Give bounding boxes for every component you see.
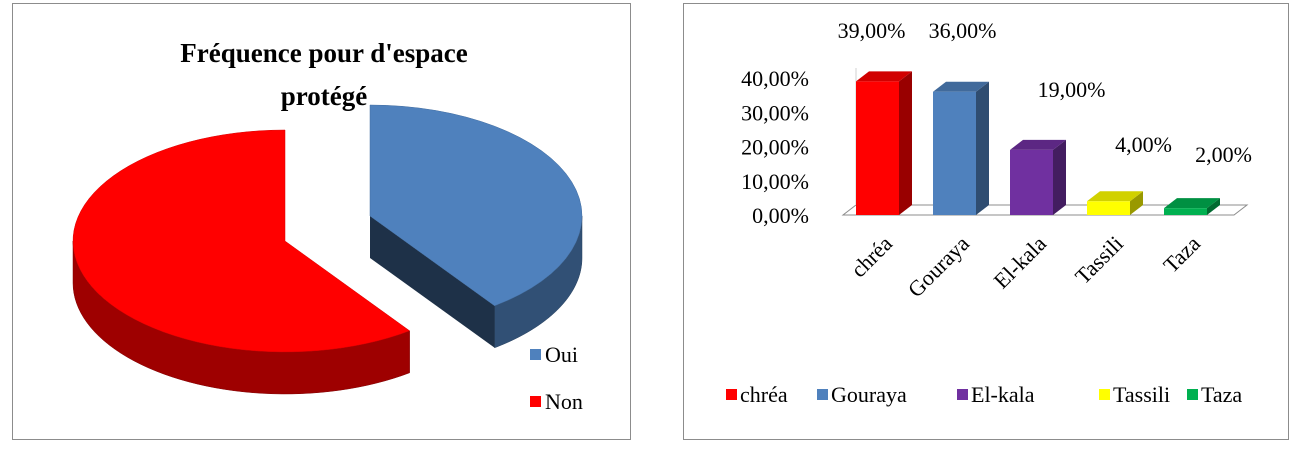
x-tick-label-gouraya: Gouraya	[902, 230, 975, 303]
x-tick-label-chr-a: chréa	[845, 230, 898, 283]
legend-label-gouraya: Gouraya	[831, 382, 907, 407]
bar-gouraya	[933, 82, 989, 215]
y-axis-ticks	[741, 66, 809, 228]
bar-tassili	[1087, 191, 1143, 215]
bar-chr-a	[856, 71, 912, 215]
legend-label-taza: Taza	[1201, 382, 1243, 407]
pie-legend	[530, 342, 583, 414]
x-tick-label-tassili: Tassili	[1069, 230, 1129, 289]
bar-legend	[726, 382, 1242, 407]
bar-chr-a-front	[856, 81, 899, 215]
bar-taza-front	[1164, 208, 1207, 215]
legend-label-chr-a: chréa	[740, 382, 788, 407]
x-tick-label-taza: Taza	[1158, 230, 1206, 278]
bar-tassili-front	[1087, 201, 1130, 215]
data-label-taza: 2,00%	[1195, 142, 1252, 167]
legend-label-tassili: Tassili	[1113, 382, 1171, 407]
bar-chart	[684, 4, 1290, 441]
legend-swatch-non	[530, 396, 541, 407]
legend-swatch-gouraya	[817, 389, 828, 400]
pie-chart-title-line-2: protégé	[280, 81, 368, 111]
data-label-tassili: 4,00%	[1115, 132, 1172, 157]
legend-label-el-kala: El-kala	[971, 382, 1035, 407]
legend-label-oui: Oui	[545, 342, 578, 367]
pie-chart-panel	[12, 3, 631, 440]
data-label-chr-a: 39,00%	[837, 18, 906, 43]
pie-chart	[13, 4, 632, 441]
legend-swatch-el-kala	[957, 389, 968, 400]
legend-swatch-chr-a	[726, 389, 737, 400]
pie-slice-non	[73, 130, 410, 394]
legend-label-non: Non	[545, 389, 583, 414]
y-tick-label: 20,00%	[741, 134, 809, 160]
bar-gouraya-side	[976, 82, 989, 215]
y-tick-label: 0,00%	[752, 203, 809, 228]
bar-gouraya-front	[933, 92, 976, 215]
bar-chr-a-side	[899, 71, 912, 215]
legend-swatch-oui	[530, 349, 541, 360]
y-tick-label: 40,00%	[741, 66, 809, 91]
y-tick-label: 10,00%	[741, 168, 809, 194]
y-tick-label: 30,00%	[741, 100, 809, 126]
legend-swatch-tassili	[1099, 389, 1110, 400]
data-label-el-kala: 19,00%	[1037, 77, 1106, 102]
data-label-gouraya: 36,00%	[928, 18, 997, 43]
bar-el-kala-front	[1010, 150, 1053, 215]
bar-el-kala	[1010, 140, 1066, 215]
x-tick-label-el-kala: El-kala	[988, 230, 1052, 294]
bar-el-kala-side	[1053, 140, 1066, 215]
legend-swatch-taza	[1187, 389, 1198, 400]
pie-slice-oui	[370, 105, 582, 348]
bar-chart-panel	[683, 3, 1289, 440]
pie-chart-title-line-1: Fréquence pour d'espace	[180, 38, 468, 68]
